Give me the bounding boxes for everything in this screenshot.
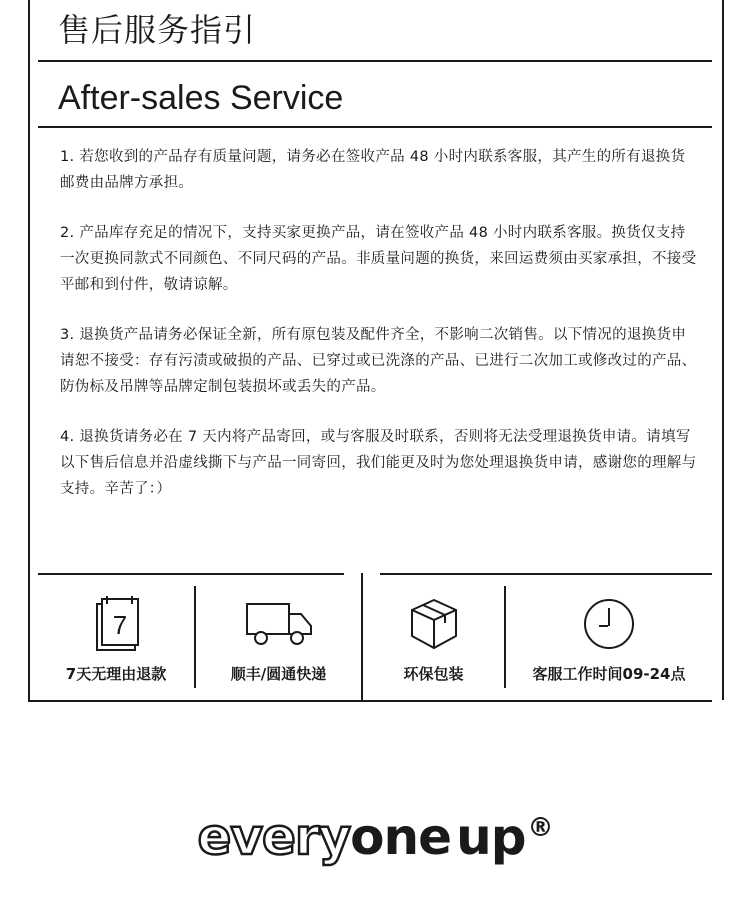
registered-mark: ® [527, 813, 553, 843]
service-packaging-label: 环保包装 [403, 665, 464, 683]
frame-left-border [28, 0, 30, 700]
policy-rule-2: 2. 产品库存充足的情况下，支持买家更换产品，请在签收产品 48 小时内联系客服。换货仅支持一次更换同款式不同颜色、不同尺码的产品。非质量问题的换货，来回运费须由买家承担，不接受平邮和到付件，敬请谅解。 [60, 225, 697, 293]
service-returns [38, 590, 194, 700]
brand-logo-solid-text-1: one [350, 808, 452, 866]
service-returns-label: 7天无理由退款 [65, 665, 167, 683]
package-box-icon [363, 596, 504, 656]
service-support-hours-label: 客服工作时间09-24点 [532, 665, 686, 683]
services-divider-left [38, 573, 344, 575]
service-shipping [196, 590, 361, 700]
services-divider-right [380, 573, 712, 575]
policy-rule-3: 3. 退换货产品请务必保证全新，所有原包装及配件齐全，不影响二次销售。以下情况的退换货申请恕不接受：存有污渍或破损的产品、已穿过或已洗涤的产品、已进行二次加工或修改过的产品、防伪标及吊牌等品牌定制包装损坏或丢失的产品。 [60, 327, 697, 395]
calendar-digit: 7 [112, 610, 128, 640]
page-subtitle: After-sales Service [58, 79, 344, 117]
service-packaging [363, 590, 504, 700]
calendar-7-icon [38, 596, 194, 656]
policy-rule-1: 1. 若您收到的产品存有质量问题，请务必在签收产品 48 小时内联系客服，其产生的所有退换货邮费由品牌方承担。 [60, 149, 686, 191]
clock-icon [506, 596, 712, 656]
frame-right-border [722, 0, 724, 700]
policy-rule-4: 4. 退换货请务必在 7 天内将产品寄回，或与客服及时联系，否则将无法受理退换货申请。请填写以下售后信息并沿虚线撕下与产品一同寄回，我们能更及时为您处理退换货申请，感谢您的理解与支持。辛苦了：） [60, 429, 697, 497]
header-divider-bottom [38, 126, 712, 128]
frame-bottom-border [28, 700, 712, 702]
policy-rules [60, 144, 700, 526]
brand-logo-solid-text-2: up [456, 808, 526, 866]
page-title: 售后服务指引 [58, 11, 257, 49]
delivery-truck-icon [196, 596, 361, 656]
service-support-hours [506, 590, 712, 700]
service-shipping-label: 顺丰/圆通快递 [230, 665, 327, 683]
brand-logo [0, 808, 750, 866]
brand-logo-outline-text: every [197, 808, 351, 866]
header-divider-top [38, 60, 712, 62]
